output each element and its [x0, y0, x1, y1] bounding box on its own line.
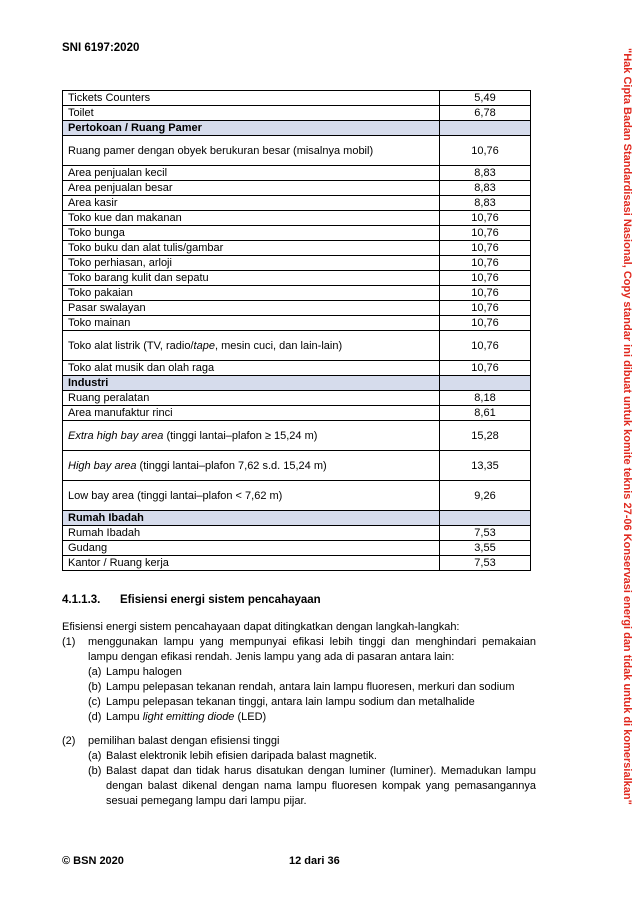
sub-marker: (b)	[88, 681, 102, 693]
illumination-table	[62, 90, 531, 571]
table-row	[63, 241, 531, 256]
table-row	[63, 106, 531, 121]
room-type-cell: Ruang pamer dengan obyek berukuran besar (misalnya mobil)	[63, 136, 440, 166]
table-row	[63, 136, 531, 166]
power-density-cell	[440, 376, 531, 391]
power-density-cell: 10,76	[440, 241, 531, 256]
sub-item	[62, 680, 536, 695]
room-type-cell: Area manufaktur rinci	[63, 406, 440, 421]
sub-text: Balast dapat dan tidak harus disatukan dengan luminer (luminer). Memadukan lampu dengan balast dikenal dengan nama lampu fluoresen kompak yang pemasangannya sesuai pemegang lampu dari lampu pijar.	[106, 765, 536, 807]
table-row	[63, 196, 531, 211]
room-type-cell: Toko alat listrik (TV, radio/tape, mesin cuci, dan lain-lain)	[63, 331, 440, 361]
room-type-cell: Toko perhiasan, arloji	[63, 256, 440, 271]
sub-text: Lampu pelepasan tekanan tinggi, antara lain lampu sodium dan metalhalide	[106, 696, 475, 708]
table-row	[63, 226, 531, 241]
table-row	[63, 331, 531, 361]
section-title: Efisiensi energi sistem pencahayaan	[120, 594, 321, 606]
room-type-cell: Toko kue dan makanan	[63, 211, 440, 226]
table-row	[63, 421, 531, 451]
power-density-cell: 10,76	[440, 361, 531, 376]
table-row	[63, 556, 531, 571]
table-row	[63, 361, 531, 376]
sub-item	[62, 710, 536, 725]
table-row	[63, 526, 531, 541]
room-type-cell: Ruang peralatan	[63, 391, 440, 406]
power-density-cell: 13,35	[440, 451, 531, 481]
power-density-cell: 7,53	[440, 556, 531, 571]
room-type-cell: Toilet	[63, 106, 440, 121]
power-density-cell: 10,76	[440, 331, 531, 361]
room-type-cell: Toko barang kulit dan sepatu	[63, 271, 440, 286]
list-marker: (1)	[62, 636, 76, 648]
room-type-cell: Industri	[63, 376, 440, 391]
power-density-cell: 10,76	[440, 271, 531, 286]
room-type-cell: Toko buku dan alat tulis/gambar	[63, 241, 440, 256]
table-row	[63, 286, 531, 301]
copyright-watermark: "Hak Cipta Badan Standardisasi Nasional, Copy standar ini dibuat untuk komite teknis 27-06 Konservasi energi dan tidak untuk di komersialkan"	[621, 48, 633, 805]
power-density-cell: 10,76	[440, 256, 531, 271]
sub-text: Balast elektronik lebih efisien daripada balast magnetik.	[106, 750, 377, 762]
power-density-cell: 7,53	[440, 526, 531, 541]
table-category-row	[63, 376, 531, 391]
intro-text: Efisiensi energi sistem pencahayaan dapat ditingkatkan dengan langkah-langkah:	[62, 621, 460, 633]
copyright-text: © BSN 2020	[62, 855, 124, 867]
power-density-cell	[440, 511, 531, 526]
sub-text: Lampu light emitting diode (LED)	[106, 711, 267, 723]
sub-text: Lampu halogen	[106, 666, 182, 678]
room-type-cell: Area penjualan besar	[63, 181, 440, 196]
table-row	[63, 166, 531, 181]
list-text: menggunakan lampu yang mempunyai efikasi lebih tinggi dan menghindari pemakaian lampu dengan efikasi rendah. Jenis lampu yang ada di pasaran antara lain:	[88, 636, 536, 663]
room-type-cell: Low bay area (tinggi lantai–plafon < 7,62 m)	[63, 481, 440, 511]
power-density-cell: 10,76	[440, 286, 531, 301]
sub-marker: (c)	[88, 696, 101, 708]
sub-marker: (b)	[88, 765, 102, 777]
power-density-cell: 8,83	[440, 196, 531, 211]
table-row	[63, 541, 531, 556]
sub-item	[62, 695, 536, 710]
power-density-cell: 8,61	[440, 406, 531, 421]
page-number: 12 dari 36	[289, 855, 340, 867]
room-type-cell: Rumah Ibadah	[63, 526, 440, 541]
room-type-cell: Pasar swalayan	[63, 301, 440, 316]
power-density-cell: 8,83	[440, 181, 531, 196]
list-item	[62, 734, 536, 749]
power-density-cell	[440, 121, 531, 136]
room-type-cell: Kantor / Ruang kerja	[63, 556, 440, 571]
room-type-cell: Extra high bay area (tinggi lantai–plafon ≥ 15,24 m)	[63, 421, 440, 451]
table-category-row	[63, 511, 531, 526]
power-density-cell: 5,49	[440, 91, 531, 106]
list-marker: (2)	[62, 735, 76, 747]
table-row	[63, 406, 531, 421]
room-type-cell: Rumah Ibadah	[63, 511, 440, 526]
sub-item	[62, 665, 536, 680]
power-density-cell: 15,28	[440, 421, 531, 451]
room-type-cell: Tickets Counters	[63, 91, 440, 106]
table-category-row	[63, 121, 531, 136]
room-type-cell: Gudang	[63, 541, 440, 556]
table-row	[63, 181, 531, 196]
list-text: pemilihan balast dengan efisiensi tinggi	[88, 735, 280, 747]
sub-item	[62, 749, 536, 764]
power-density-cell: 10,76	[440, 316, 531, 331]
table-row	[63, 316, 531, 331]
table-row	[63, 256, 531, 271]
power-density-cell: 8,18	[440, 391, 531, 406]
room-type-cell: Toko bunga	[63, 226, 440, 241]
room-type-cell: Area penjualan kecil	[63, 166, 440, 181]
sub-item	[62, 764, 536, 809]
table-row	[63, 451, 531, 481]
sub-marker: (a)	[88, 666, 102, 678]
power-density-cell: 10,76	[440, 136, 531, 166]
section-heading	[62, 594, 321, 606]
table-row	[63, 271, 531, 286]
table-row	[63, 91, 531, 106]
table-row	[63, 481, 531, 511]
sub-text: Lampu pelepasan tekanan rendah, antara lain lampu fluoresen, merkuri dan sodium	[106, 681, 515, 693]
list-item	[62, 635, 536, 665]
power-density-cell: 8,83	[440, 166, 531, 181]
section-body	[62, 620, 536, 809]
room-type-cell: Toko pakaian	[63, 286, 440, 301]
sub-marker: (d)	[88, 711, 102, 723]
table-row	[63, 301, 531, 316]
room-type-cell: High bay area (tinggi lantai–plafon 7,62 s.d. 15,24 m)	[63, 451, 440, 481]
power-density-cell: 3,55	[440, 541, 531, 556]
power-density-cell: 9,26	[440, 481, 531, 511]
section-number: 4.1.1.3.	[62, 594, 101, 606]
power-density-cell: 10,76	[440, 226, 531, 241]
power-density-cell: 10,76	[440, 301, 531, 316]
room-type-cell: Pertokoan / Ruang Pamer	[63, 121, 440, 136]
sub-marker: (a)	[88, 750, 102, 762]
page-footer	[62, 855, 536, 867]
table-row	[63, 211, 531, 226]
table-row	[63, 391, 531, 406]
power-density-cell: 6,78	[440, 106, 531, 121]
room-type-cell: Toko mainan	[63, 316, 440, 331]
room-type-cell: Toko alat musik dan olah raga	[63, 361, 440, 376]
document-id: SNI 6197:2020	[62, 42, 140, 54]
power-density-cell: 10,76	[440, 211, 531, 226]
room-type-cell: Area kasir	[63, 196, 440, 211]
